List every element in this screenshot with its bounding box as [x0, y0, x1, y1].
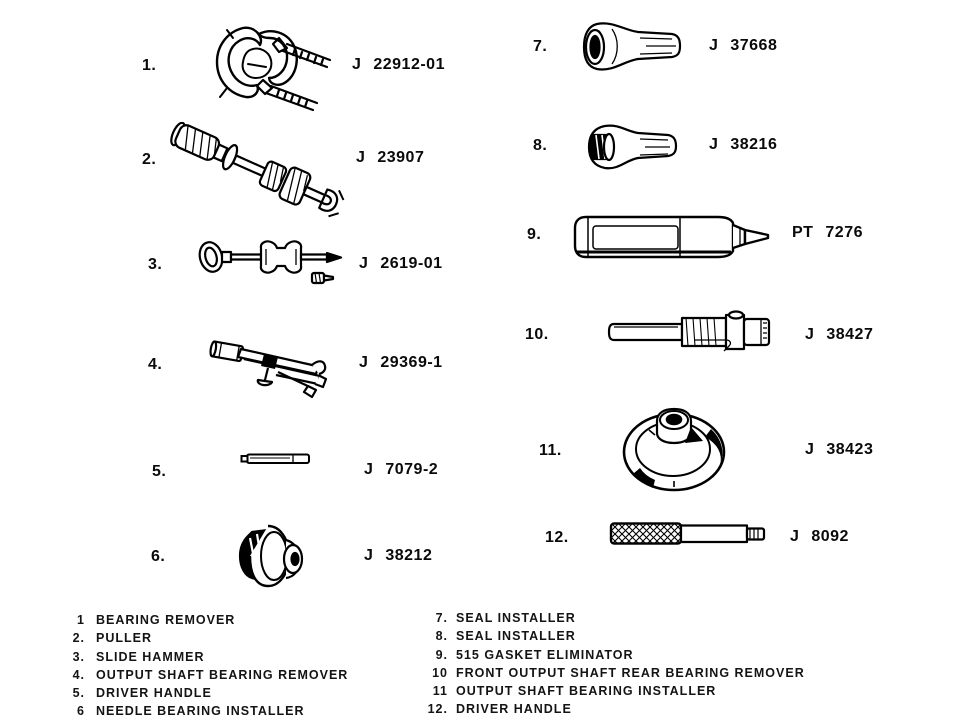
driver-handle-illustration	[240, 450, 314, 468]
figure-number: 3.	[148, 256, 163, 273]
legend-row	[70, 702, 348, 720]
part-number-label: J 29369-1	[359, 354, 443, 371]
part-number-label: J 38216	[709, 136, 778, 153]
figure-number: 5.	[152, 463, 167, 480]
part-number-label: J 37668	[709, 37, 778, 54]
figure-number: 10.	[525, 326, 549, 343]
part-number-label: J 38427	[805, 326, 874, 343]
figure-number: 2.	[142, 151, 157, 168]
driver-handle-2-illustration	[608, 520, 770, 550]
legend-row	[424, 664, 805, 682]
legend-item-number: 5.	[72, 686, 85, 701]
part-number-label: J 2619-01	[359, 255, 443, 272]
legend-row	[70, 648, 348, 666]
legend-item-number: 2.	[72, 631, 85, 646]
legend-item-label: DRIVER HANDLE	[456, 702, 572, 717]
legend-item-label: FRONT OUTPUT SHAFT REAR BEARING REMOVER	[456, 665, 805, 680]
legend-row	[424, 609, 805, 627]
legend-item-number: 4.	[72, 667, 85, 682]
legend-item-number: 1	[77, 613, 85, 627]
legend-item-number: 11	[432, 684, 448, 699]
legend-row	[70, 611, 348, 629]
part-number-label: J 38212	[364, 547, 433, 564]
legend-item-label: BEARING REMOVER	[96, 613, 236, 627]
seal-installer-illustration	[580, 19, 684, 77]
legend-row	[70, 666, 348, 684]
legend-item-label: DRIVER HANDLE	[96, 686, 212, 701]
legend-item-number: 3.	[72, 649, 85, 664]
slide-hammer-illustration	[196, 235, 348, 293]
legend-item-number: 7.	[435, 611, 448, 625]
output-shaft-bearing-remover-illustration	[208, 332, 334, 402]
legend-left	[70, 611, 348, 720]
legend-row	[70, 684, 348, 702]
legend-row	[424, 700, 805, 718]
figure-number: 12.	[545, 529, 569, 546]
legend-item-label: OUTPUT SHAFT BEARING REMOVER	[96, 667, 349, 682]
puller-illustration	[168, 122, 360, 218]
legend-item-label: PULLER	[96, 631, 152, 646]
legend-item-number: 10	[432, 665, 448, 680]
legend-item-number: 12.	[427, 702, 448, 717]
legend-row	[424, 627, 805, 645]
legend-item-label: NEEDLE BEARING INSTALLER	[96, 704, 305, 719]
legend-row	[424, 682, 805, 700]
legend-right	[424, 609, 805, 719]
legend-item-number: 9.	[435, 647, 448, 662]
legend-item-label: SEAL INSTALLER	[456, 629, 576, 644]
part-number-label: J 8092	[790, 528, 849, 545]
legend-item-label: 515 GASKET ELIMINATOR	[456, 647, 634, 662]
part-number-label: J 23907	[356, 149, 425, 166]
legend-item-number: 6	[77, 704, 85, 719]
legend-item-label: SEAL INSTALLER	[456, 611, 576, 625]
gasket-eliminator-tube-illustration	[570, 212, 774, 262]
legend-row	[70, 629, 348, 647]
bearing-remover-illustration	[203, 18, 335, 113]
legend-item-number: 8.	[435, 629, 448, 644]
figure-number: 11.	[539, 442, 562, 459]
figure-number: 4.	[148, 356, 163, 373]
legend-item-label: OUTPUT SHAFT BEARING INSTALLER	[456, 684, 717, 699]
figure-number: 9.	[527, 226, 542, 243]
figure-number: 7.	[533, 38, 548, 55]
seal-installer-2-illustration	[583, 122, 681, 174]
front-output-shaft-rear-bearing-remover-illustration	[606, 309, 772, 355]
figure-number: 6.	[151, 548, 166, 565]
part-number-label: J 7079-2	[364, 461, 439, 478]
legend-item-label: SLIDE HAMMER	[96, 649, 205, 664]
part-number-label: PT 7276	[792, 224, 863, 241]
needle-bearing-installer-illustration	[236, 514, 314, 592]
legend-row	[424, 646, 805, 664]
output-shaft-bearing-installer-illustration	[619, 397, 729, 493]
part-number-label: J 38423	[805, 441, 874, 458]
part-number-label: J 22912-01	[352, 56, 445, 73]
figure-number: 1.	[142, 57, 157, 74]
figure-number: 8.	[533, 137, 548, 154]
